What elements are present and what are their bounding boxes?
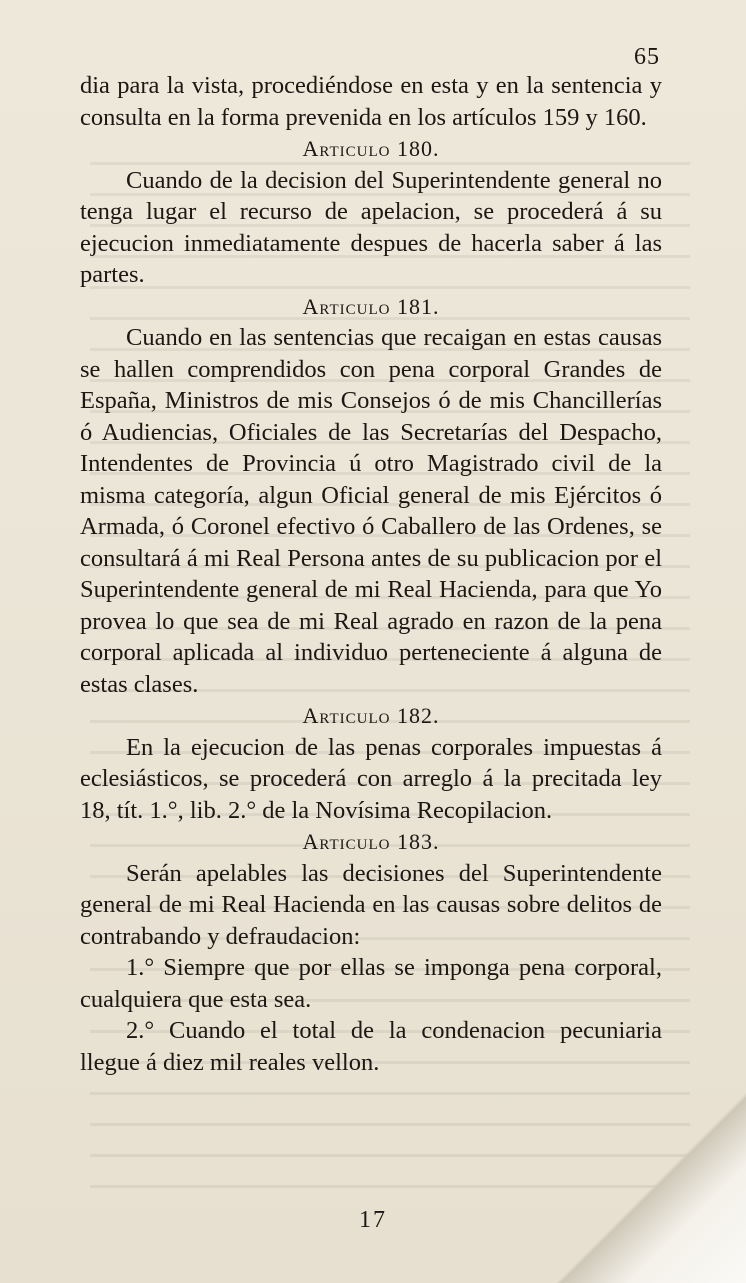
page-curl [526,1063,746,1283]
article-183-item-1: 1.° Siempre que por ellas se imponga pena corporal, cualquiera que esta sea. [80,954,662,1013]
body-text [80,70,662,1078]
article-181-heading: Articulo 181. [302,293,440,319]
article-181-text: Cuando en las sentencias que recaigan en estas causas se hallen comprendidos con pena corporal Grandes de España, Ministros de mis Consejos ó de mis Chancillerías ó Audiencias, Oficiales de las Secretarías del Despacho, Intendentes de Provincia ú otro Magistrado civil de la misma categoría, algun Oficial general de mis Ejércitos ó Armada, ó Coronel efectivo ó Caballero de las Ordenes, se consultará á mi Real Persona antes de su publicacion por el Superintendente general de mi Real Hacienda, para que Yo provea lo que sea de mi Real agrado en razon de la pena corporal aplicada al individuo perteneciente á alguna de estas clases. [80,324,662,698]
article-182-heading: Articulo 182. [302,703,440,728]
article-183-item-2: 2.° Cuando el total de la condenacion pecuniaria llegue á diez mil reales vellon. [80,1017,662,1076]
article-180-text: Cuando de la decision del Superintendente general no tenga lugar el recurso de apelacion, se procederá á su ejecucion inmediatamente despues de hacerla saber á las partes. [80,166,662,288]
article-182-text: En la ejecucion de las penas corporales impuestas á eclesiásticos, se procederá con arreglo á la precitada ley 18, tít. 1.°, lib. 2.° de la Novísima Recopilacion. [80,733,662,824]
continuation-paragraph: dia para la vista, procediéndose en esta y en la sentencia y consulta en la forma prevenida en los artículos 159 y 160. [80,72,662,131]
article-180-heading: Articulo 180. [302,136,440,161]
article-183-heading: Articulo 183. [302,829,440,854]
article-183-text: Serán apelables las decisiones del Superintendente general de mi Real Hacienda en las causas sobre delitos de contrabando y defraudacion: [80,859,662,950]
page-number: 65 [634,44,660,70]
signature-folio: 17 [359,1207,387,1233]
